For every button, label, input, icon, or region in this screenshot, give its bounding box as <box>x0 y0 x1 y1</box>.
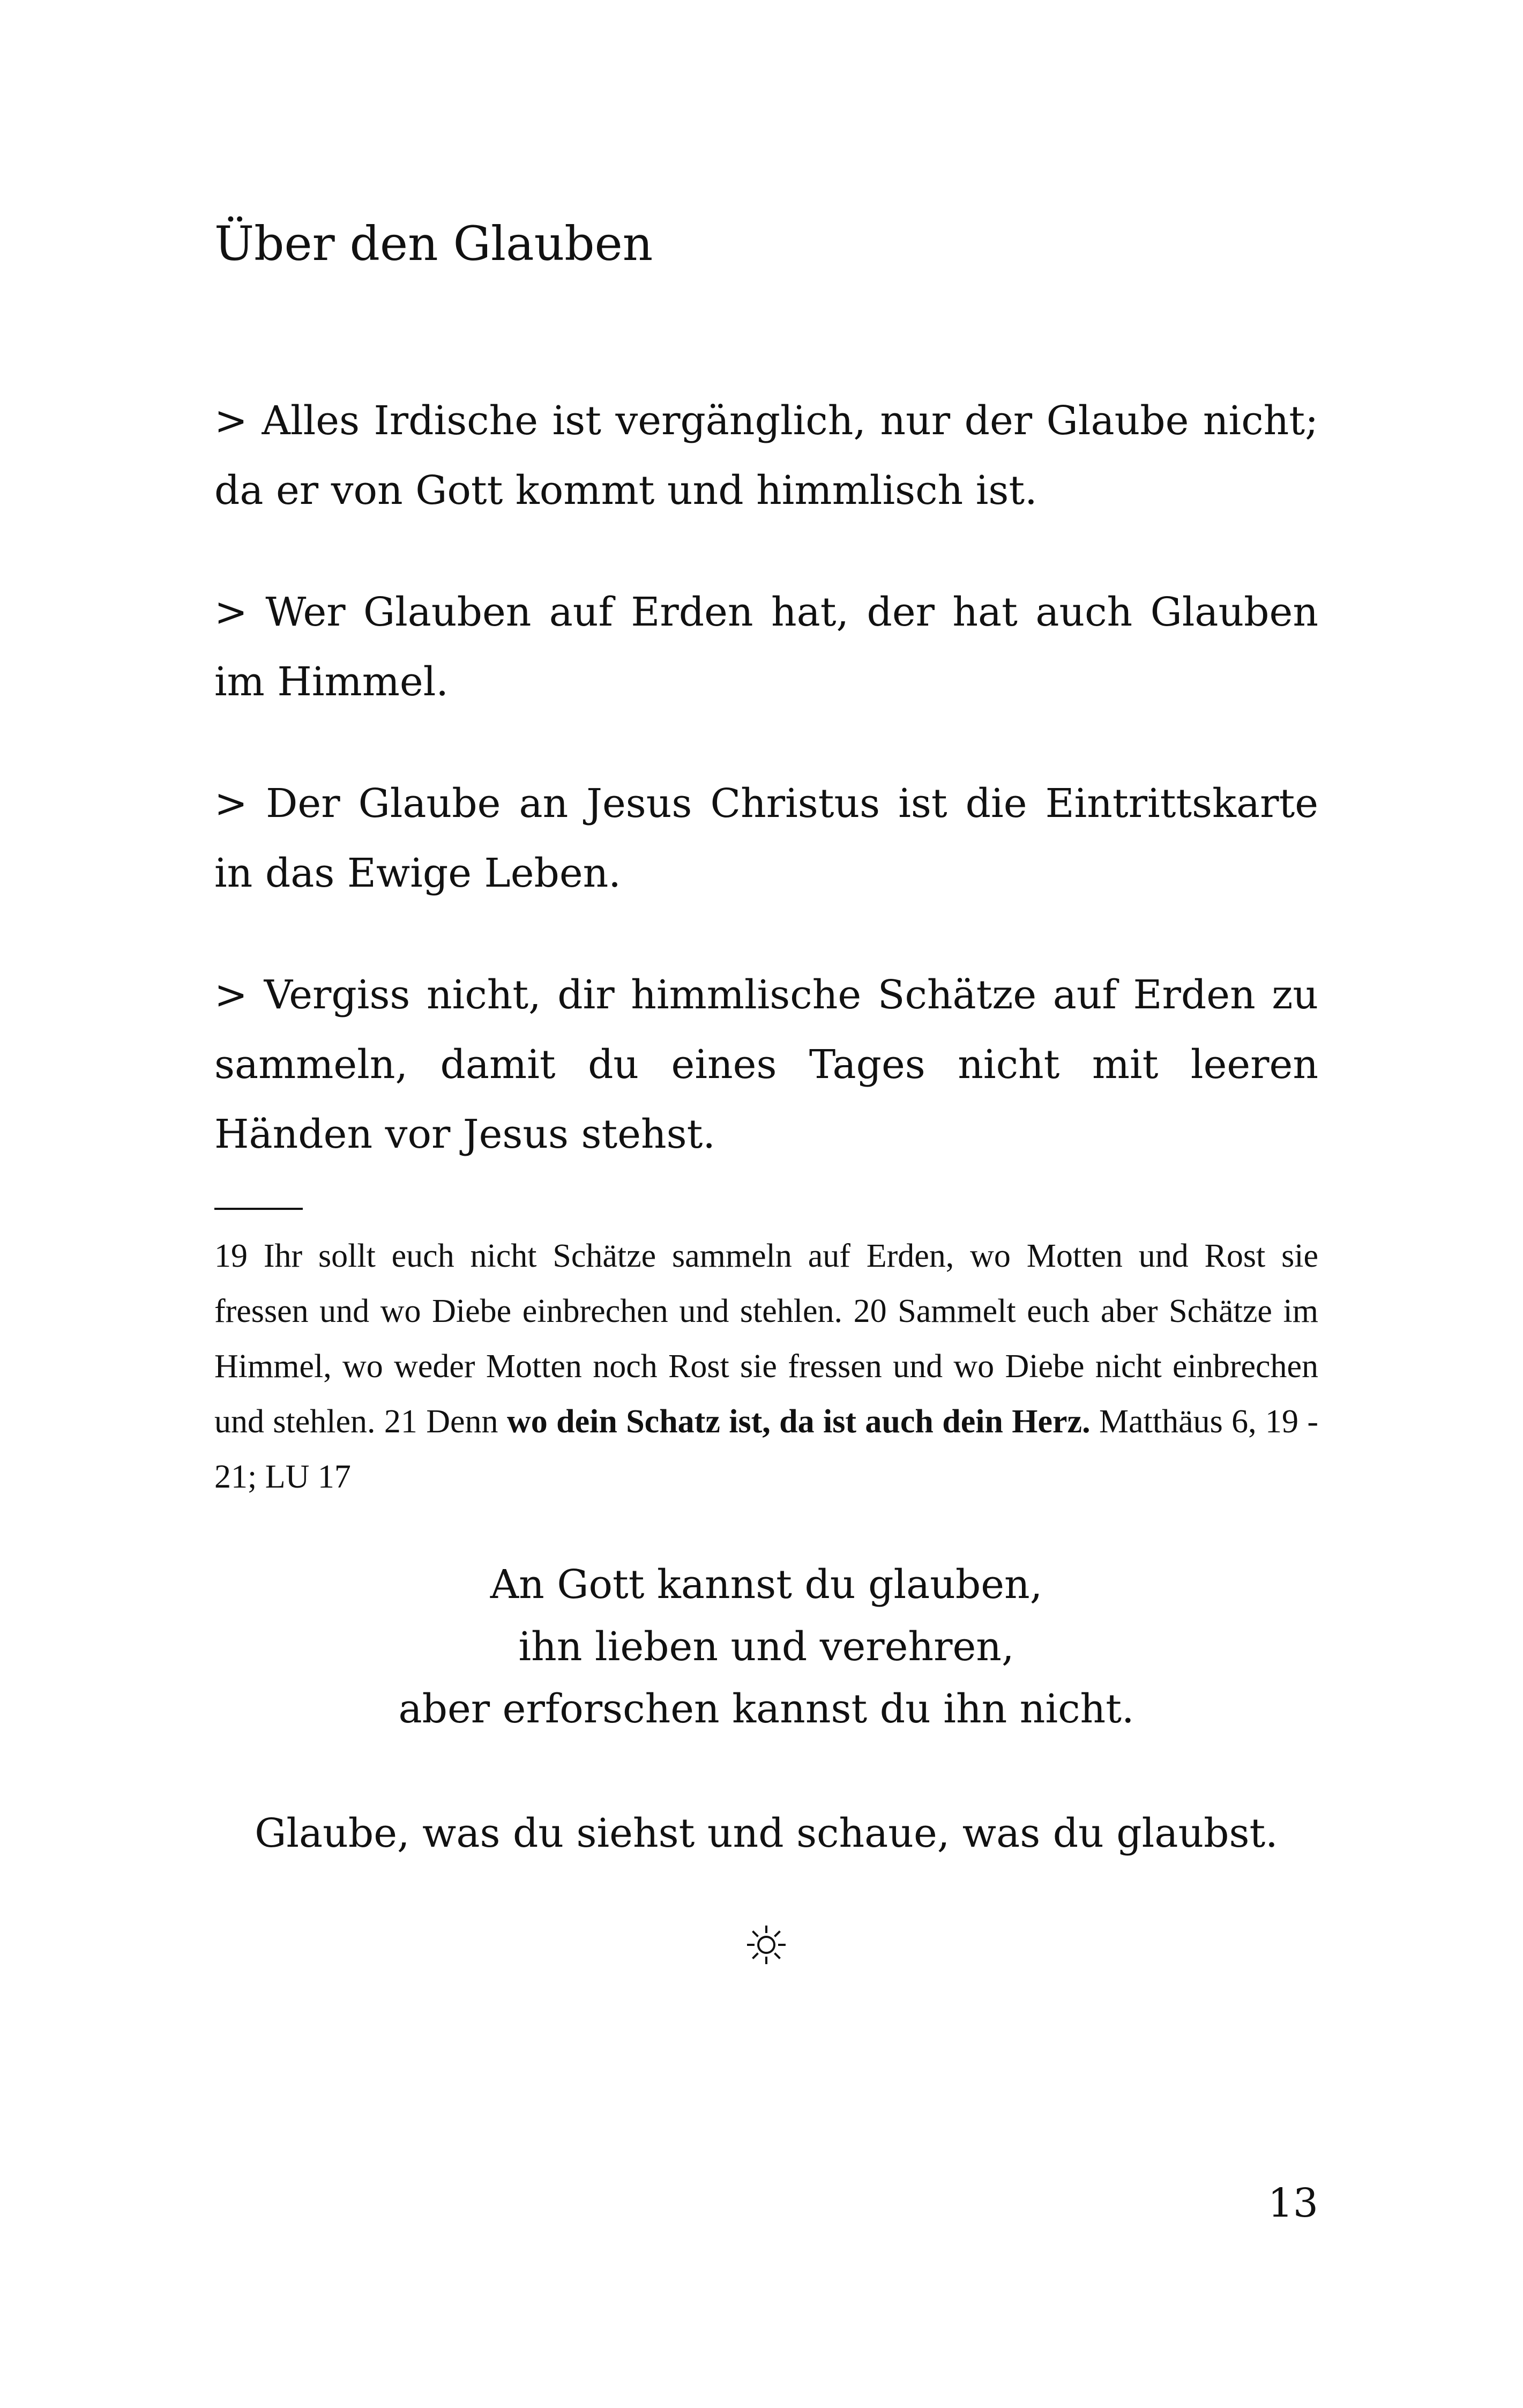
aphorism-paragraph: > Alles Irdische ist vergänglich, nur der Glaube nicht; da er von Gott kommt und himmlisch ist. <box>214 398 1318 514</box>
page-title: Über den Glauben <box>214 216 653 271</box>
poem-line: aber erforschen kannst du ihn nicht. <box>398 1686 1134 1732</box>
footnote-text: 19 Ihr sollt euch nicht Schätze sammeln auf Erden, wo Motten und Rost sie fressen und wo Diebe einbrechen und stehlen. 20 Sammelt euch aber Schätze im Himmel, wo weder Motten noch Rost sie fressen und wo Diebe nicht einbrechen und stehlen. 21 Denn <box>214 1238 1318 1440</box>
page-number: 13 <box>1267 2180 1318 2226</box>
aphorism-paragraph: > Wer Glauben auf Erden hat, der hat auch Glauben im Himmel. <box>214 589 1318 705</box>
aphorism-paragraph: > Der Glaube an Jesus Christus ist die Eintrittskarte in das Ewige Leben. <box>214 781 1318 896</box>
sun-icon <box>745 1923 788 1966</box>
footnote-divider <box>214 1208 303 1210</box>
motto-line: Glaube, was du siehst und schaue, was du glaubst. <box>255 1810 1278 1856</box>
aphorism-list <box>214 386 1318 1221</box>
aphorism-paragraph: > Vergiss nicht, dir himmlische Schätze auf Erden zu sammeln, damit du eines Tages nicht mit leeren Händen vor Jesus stehst. <box>214 972 1318 1157</box>
footnote-emphasis: wo dein Schatz ist, da ist auch dein Herz. <box>506 1403 1091 1440</box>
poem-line: An Gott kannst du glauben, <box>490 1562 1043 1608</box>
footnote-reference: Matthäus 6, 19 - 21; LU 17 <box>214 1403 1319 1495</box>
poem-verse <box>214 1554 1318 1740</box>
footnote-bible-quote <box>214 1229 1318 1505</box>
poem-line: ihn lieben und verehren, <box>518 1624 1014 1670</box>
